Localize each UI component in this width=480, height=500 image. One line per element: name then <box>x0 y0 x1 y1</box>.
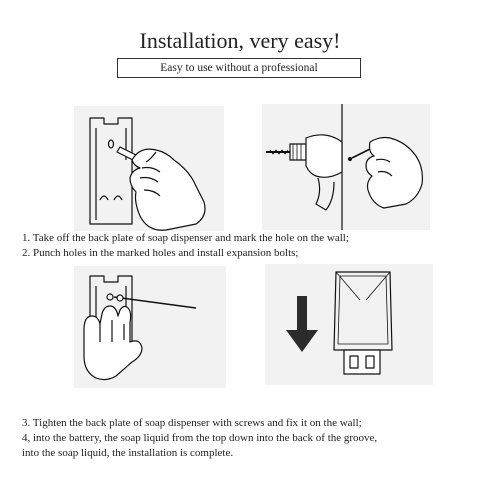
step-2-text: 2. Punch holes in the marked holes and install expansion bolts; <box>22 247 299 259</box>
step-1-text: 1. Take off the back plate of soap dispenser and mark the hole on the wall; <box>22 232 349 244</box>
plate-hole <box>109 140 114 148</box>
insert-dispenser-illustration <box>286 272 392 374</box>
step-4-text-line2: into the soap liquid, the installation is complete. <box>22 447 234 459</box>
hand-holding-plate <box>84 306 142 380</box>
mark-hole-illustration <box>90 118 205 230</box>
down-arrow-icon <box>286 296 318 352</box>
screw-fix-illustration <box>84 276 196 380</box>
hand-shape <box>130 149 205 230</box>
subtitle-banner: Easy to use without a professional <box>117 58 361 78</box>
hand-with-screw <box>366 138 422 209</box>
drill-illustration <box>266 135 422 210</box>
page-title: Installation, very easy! <box>139 28 341 53</box>
step-4-text-line1: 4, into the battery, the soap liquid from the top down into the back of the groove, <box>22 432 378 444</box>
screw-shape <box>352 148 372 158</box>
drill-body <box>306 135 342 178</box>
step-3-text: 3. Tighten the back plate of soap dispenser with screws and fix it on the wall; <box>22 417 362 429</box>
dispenser-shape <box>334 272 392 350</box>
